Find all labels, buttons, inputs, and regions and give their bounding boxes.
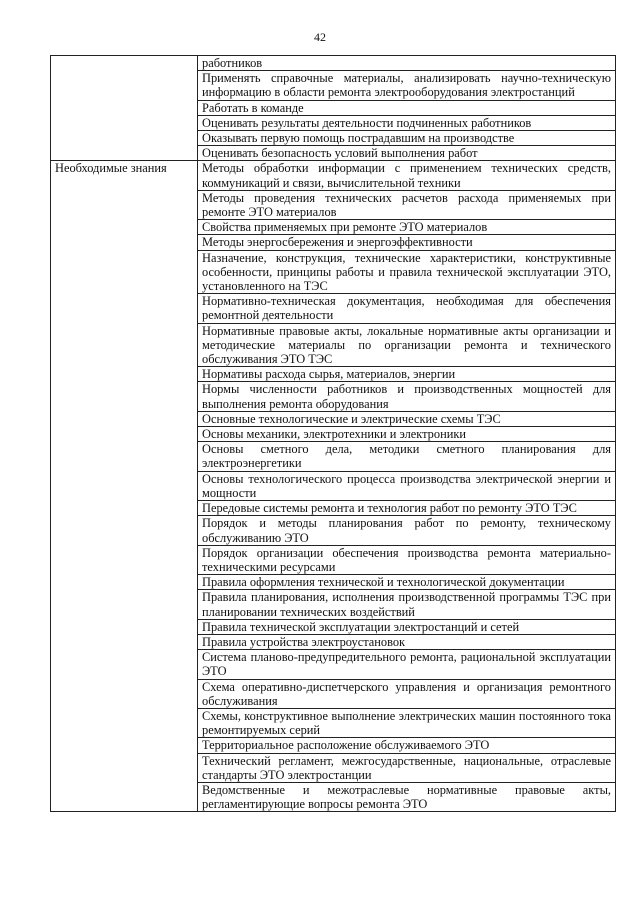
skill-item: Оценивать безопасность условий выполнения работ — [198, 146, 616, 161]
knowledge-item: Нормативы расхода сырья, материалов, энергии — [198, 367, 616, 382]
knowledge-item: Основы сметного дела, методики сметного планирования для электроэнергетики — [198, 442, 616, 471]
knowledge-item: Порядок организации обеспечения производства ремонта материально-техническими ресурсами — [198, 545, 616, 574]
knowledge-item: Территориальное расположение обслуживаемого ЭТО — [198, 738, 616, 753]
skill-item: работников — [198, 56, 616, 71]
skill-item: Применять справочные материалы, анализировать научно-техническую информацию в области ремонта электрооборудования электростанций — [198, 71, 616, 100]
knowledge-item: Нормативные правовые акты, локальные нормативные акты организации и методические материалы по организации ремонта и технического обслуживания ЭТО ТЭС — [198, 323, 616, 367]
knowledge-item: Передовые системы ремонта и технология работ по ремонту ЭТО ТЭС — [198, 501, 616, 516]
knowledge-item: Ведомственные и межотраслевые нормативные правовые акты, регламентирующие вопросы ремонта ЭТО — [198, 782, 616, 811]
knowledge-item: Методы энергосбережения и энергоэффективности — [198, 235, 616, 250]
knowledge-item: Основы механики, электротехники и электроники — [198, 427, 616, 442]
knowledge-item: Основные технологические и электрические схемы ТЭС — [198, 411, 616, 426]
knowledge-item: Правила оформления технической и технологической документации — [198, 575, 616, 590]
knowledge-item: Схемы, конструктивное выполнение электрических машин постоянного тока ремонтируемых серий — [198, 708, 616, 737]
knowledge-item: Нормативно-техническая документация, необходимая для обеспечения ремонтной деятельности — [198, 294, 616, 323]
knowledge-item: Нормы численности работников и производственных мощностей для выполнения ремонта оборудования — [198, 382, 616, 411]
knowledge-item: Основы технологического процесса производства электрической энергии и мощности — [198, 471, 616, 500]
skill-item: Работать в команде — [198, 100, 616, 115]
knowledge-item: Методы обработки информации с применением технических средств, коммуникаций и связи, вычислительной техники — [198, 161, 616, 190]
skill-item: Оказывать первую помощь пострадавшим на производстве — [198, 131, 616, 146]
knowledge-item: Свойства применяемых при ремонте ЭТО материалов — [198, 220, 616, 235]
knowledge-label: Необходимые знания — [51, 161, 198, 812]
table-row — [51, 161, 616, 190]
knowledge-item: Система планово-предупредительного ремонта, рациональной эксплуатации ЭТО — [198, 650, 616, 679]
table-row — [51, 56, 616, 71]
knowledge-item: Правила планирования, исполнения производственной программы ТЭС при планировании технических воздействий — [198, 590, 616, 619]
skills-label — [51, 56, 198, 161]
knowledge-item: Технический регламент, межгосударственные, национальные, отраслевые стандарты ЭТО электростанции — [198, 753, 616, 782]
knowledge-item: Порядок и методы планирования работ по ремонту, техническому обслуживанию ЭТО — [198, 516, 616, 545]
requirements-table — [50, 55, 616, 812]
knowledge-item: Схема оперативно-диспетчерского управления и организация ремонтного обслуживания — [198, 679, 616, 708]
skill-item: Оценивать результаты деятельности подчиненных работников — [198, 115, 616, 130]
knowledge-item: Правила устройства электроустановок — [198, 634, 616, 649]
knowledge-item: Назначение, конструкция, технические характеристики, конструктивные особенности, принципы работы и правила технической эксплуатации ЭТО, установленного на ТЭС — [198, 250, 616, 294]
knowledge-item: Правила технической эксплуатации электростанций и сетей — [198, 619, 616, 634]
knowledge-item: Методы проведения технических расчетов расхода применяемых при ремонте ЭТО материалов — [198, 190, 616, 219]
page-number: 42 — [314, 30, 326, 44]
